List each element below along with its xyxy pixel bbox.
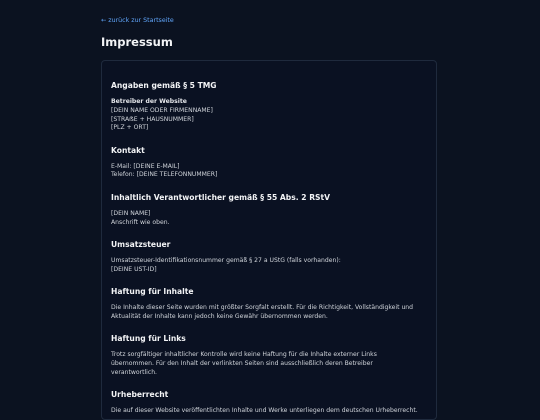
- text-line: [DEIN NAME]: [111, 209, 151, 217]
- impressum-card: [101, 60, 437, 420]
- section-contact: [111, 147, 427, 181]
- section-vat: [111, 241, 427, 275]
- section-link-liability: [111, 335, 427, 377]
- section-responsible: [111, 194, 427, 228]
- text-line: Die auf dieser Website veröffentlichten Inhalte und Werke unterliegen dem deutschen Urheberrecht.: [111, 406, 418, 414]
- section-heading: Umsatzsteuer: [111, 239, 171, 249]
- phone-line: Telefon: [DEINE TELEFONNUMMER]: [111, 171, 218, 179]
- section-heading: Inhaltlich Verantwortlicher gemäß § 55 Abs. 2 RStV: [111, 192, 331, 202]
- text-line: [DEIN NAME ODER FIRMENNAME]: [111, 106, 213, 114]
- section-heading: Kontakt: [111, 145, 145, 155]
- page-title: Impressum: [101, 35, 173, 49]
- operator-label: Betreiber der Website: [111, 97, 187, 105]
- text-line: [STRAẞE + HAUSNUMMER]: [111, 115, 194, 123]
- text-line: Trotz sorgfältiger inhaltlicher Kontrolle wird keine Haftung für die Inhalte externer Links: [111, 350, 377, 358]
- text-line: übernommen. Für den Inhalt der verlinkten Seiten sind ausschließlich deren Betreiber: [111, 359, 373, 367]
- section-heading: Urheberrecht: [111, 389, 169, 399]
- back-to-home-link[interactable]: ← zurück zur Startseite: [101, 17, 174, 24]
- text-line: Anschrift wie oben.: [111, 218, 170, 226]
- section-heading: Haftung für Links: [111, 333, 186, 343]
- section-content-liability: [111, 288, 427, 322]
- text-line: Aktualität der Inhalte kann jedoch keine Gewähr übernommen werden.: [111, 312, 328, 320]
- section-heading: Angaben gemäß § 5 TMG: [111, 81, 217, 90]
- section-tmg: [111, 82, 427, 133]
- text-line: Umsatzsteuer-Identifikationsnummer gemäß § 27 a UStG (falls vorhanden):: [111, 256, 341, 264]
- text-line: [PLZ + ORT]: [111, 124, 149, 132]
- text-line: verantwortlich.: [111, 368, 157, 376]
- email-line: E-Mail: [DEINE E-MAIL]: [111, 162, 180, 170]
- text-line: [DEINE UST-ID]: [111, 265, 157, 273]
- section-heading: Haftung für Inhalte: [111, 286, 194, 296]
- section-copyright: [111, 391, 427, 416]
- text-line: Die Inhalte dieser Seite wurden mit größter Sorgfalt erstellt. Für die Richtigkeit, Vollständigkeit und: [111, 303, 414, 311]
